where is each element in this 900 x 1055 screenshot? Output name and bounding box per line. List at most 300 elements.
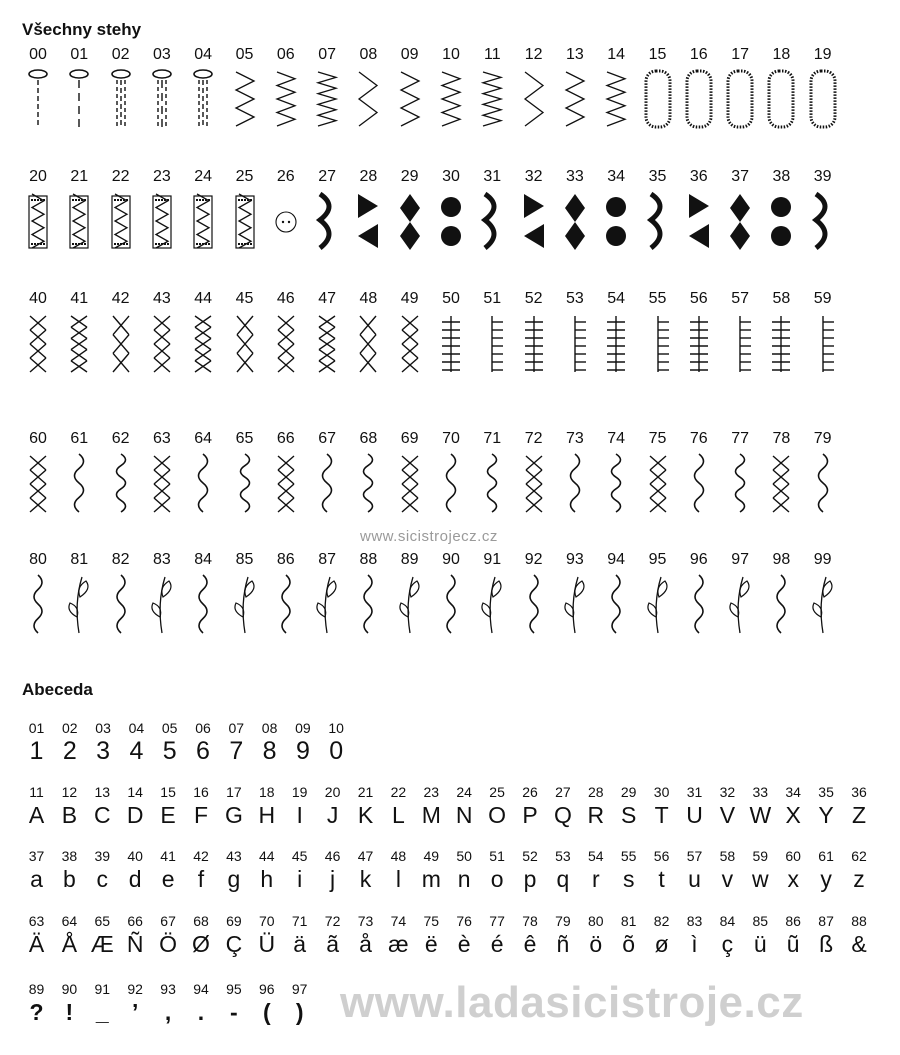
stitch-cell xyxy=(268,46,304,146)
stitch-cell xyxy=(557,168,593,268)
alphabet-cell xyxy=(152,784,185,840)
stitch-number: 52 xyxy=(524,290,543,307)
stitch-cell xyxy=(268,551,304,651)
alphabet-cell xyxy=(53,784,86,840)
char-glyph: e xyxy=(161,866,175,892)
stitch-number: 10 xyxy=(442,46,460,63)
char-number: 58 xyxy=(719,848,736,864)
stitch-pattern-icon xyxy=(23,68,53,130)
alphabet-cell xyxy=(20,913,53,969)
stitch-pattern-icon xyxy=(271,573,301,635)
stitch-cell xyxy=(640,46,676,146)
stitch-number: 98 xyxy=(772,551,791,568)
stitch-cell xyxy=(144,46,180,146)
char-glyph: 4 xyxy=(129,737,144,765)
char-number: 40 xyxy=(127,848,143,864)
char-number: 73 xyxy=(357,913,374,929)
stitch-pattern-icon xyxy=(766,312,796,374)
stitch-pattern-icon xyxy=(395,573,425,635)
stitch-pattern-icon xyxy=(106,573,136,635)
stitch-cell xyxy=(722,46,758,146)
stitch-pattern-icon xyxy=(395,452,425,514)
char-glyph: Å xyxy=(61,931,78,957)
stitch-pattern-icon xyxy=(477,190,507,252)
char-glyph: ! xyxy=(65,999,74,1025)
char-number: 02 xyxy=(62,720,78,736)
stitch-pattern-icon xyxy=(312,68,342,130)
stitch-number: 44 xyxy=(194,290,213,307)
char-number: 69 xyxy=(226,913,242,929)
char-number: 78 xyxy=(522,913,538,929)
stitch-cell xyxy=(309,430,345,530)
char-number: 72 xyxy=(324,913,341,929)
stitch-cell xyxy=(61,290,97,390)
char-glyph: Z xyxy=(851,802,867,828)
char-glyph: Ä xyxy=(28,931,45,957)
char-number: 54 xyxy=(588,848,604,864)
alphabet-cell xyxy=(119,848,152,904)
stitch-pattern-icon xyxy=(477,573,507,635)
stitch-cell xyxy=(681,46,717,146)
char-glyph: z xyxy=(853,866,865,892)
char-number: 43 xyxy=(226,848,242,864)
stitch-number: 85 xyxy=(235,551,254,568)
stitch-cell xyxy=(350,290,386,390)
stitch-cell xyxy=(805,551,841,651)
alphabet-cell xyxy=(20,784,53,840)
stitch-number: 15 xyxy=(648,46,667,63)
stitch-number: 80 xyxy=(29,551,47,568)
stitch-pattern-icon xyxy=(643,68,673,130)
stitch-number: 87 xyxy=(318,551,336,568)
stitch-number: 26 xyxy=(276,168,295,185)
stitch-pattern-icon xyxy=(312,452,342,514)
alphabet-cell xyxy=(187,720,220,776)
stitch-number: 92 xyxy=(524,551,543,568)
stitch-cell xyxy=(144,551,180,651)
stitch-number: 23 xyxy=(152,168,171,185)
stitch-pattern-icon xyxy=(766,452,796,514)
alphabet-cell xyxy=(382,848,415,904)
char-number: 33 xyxy=(752,784,769,800)
stitch-cell xyxy=(640,290,676,390)
stitch-pattern-icon xyxy=(601,190,631,252)
stitch-pattern-icon xyxy=(395,68,425,130)
stitch-cell xyxy=(640,430,676,530)
alphabet-cell xyxy=(185,913,218,969)
stitch-pattern-icon xyxy=(312,312,342,374)
char-glyph: U xyxy=(686,802,703,828)
stitch-pattern-icon xyxy=(188,312,218,374)
char-glyph: 9 xyxy=(295,737,310,765)
alphabet-cell xyxy=(382,913,415,969)
char-number: 88 xyxy=(851,913,867,929)
char-number: 21 xyxy=(357,784,374,800)
stitch-pattern-icon xyxy=(601,452,631,514)
stitch-cell xyxy=(144,430,180,530)
stitch-cell xyxy=(185,46,221,146)
alphabet-cell xyxy=(612,913,645,969)
stitch-cell xyxy=(474,430,510,530)
stitch-pattern-icon xyxy=(684,452,714,514)
stitch-cell xyxy=(61,551,97,651)
alphabet-cell xyxy=(579,913,612,969)
stitch-row xyxy=(20,551,840,651)
stitch-cell xyxy=(474,551,510,651)
stitch-cell xyxy=(722,168,758,268)
alphabet-cell xyxy=(711,848,744,904)
char-number: 64 xyxy=(61,913,78,929)
char-number: 12 xyxy=(61,784,78,800)
stitch-cell xyxy=(268,430,304,530)
stitch-pattern-icon xyxy=(64,312,94,374)
stitch-cell xyxy=(185,290,221,390)
char-glyph: h xyxy=(260,866,274,892)
stitch-cell xyxy=(681,430,717,530)
stitch-number: 99 xyxy=(813,551,832,568)
char-number: 20 xyxy=(324,784,341,800)
char-number: 29 xyxy=(620,784,637,800)
stitch-pattern-icon xyxy=(808,68,838,130)
stitch-pattern-icon xyxy=(106,68,136,130)
char-glyph: r xyxy=(591,866,600,892)
alphabet-cell xyxy=(514,848,547,904)
stitch-cell xyxy=(763,168,799,268)
char-glyph: P xyxy=(522,802,538,828)
alphabet-cell xyxy=(612,848,645,904)
stitch-pattern-icon xyxy=(353,190,383,252)
stitch-pattern-icon xyxy=(436,190,466,252)
alphabet-cell xyxy=(152,913,185,969)
char-number: 70 xyxy=(259,913,275,929)
char-number: 71 xyxy=(291,913,308,929)
stitch-cell xyxy=(433,46,469,146)
stitch-cell xyxy=(557,46,593,146)
alphabet-cell xyxy=(481,913,514,969)
stitch-number: 08 xyxy=(359,46,378,63)
stitch-cell xyxy=(20,290,56,390)
stitch-number: 56 xyxy=(689,290,708,307)
char-number: 79 xyxy=(555,913,571,929)
stitch-pattern-icon xyxy=(766,68,796,130)
stitch-number: 13 xyxy=(565,46,584,63)
alphabet-cell xyxy=(119,784,152,840)
alphabet-cell xyxy=(86,913,119,969)
watermark-large: www.ladasicistroje.cz xyxy=(340,978,804,1027)
alphabet-cell xyxy=(185,981,218,1037)
char-number: 81 xyxy=(620,913,637,929)
stitch-number: 30 xyxy=(442,168,460,185)
char-number: 39 xyxy=(94,848,111,864)
stitch-cell xyxy=(474,290,510,390)
char-number: 93 xyxy=(160,981,176,997)
char-number: 74 xyxy=(390,913,407,929)
stitch-cell xyxy=(805,290,841,390)
char-number: 30 xyxy=(653,784,670,800)
stitch-number: 19 xyxy=(813,46,832,63)
char-number: 18 xyxy=(259,784,275,800)
alphabet-cell xyxy=(645,848,678,904)
char-number: 19 xyxy=(291,784,308,800)
stitch-number: 86 xyxy=(276,551,295,568)
char-glyph: 8 xyxy=(262,737,277,765)
alphabet-cell xyxy=(349,784,382,840)
char-glyph: ß xyxy=(819,931,834,957)
alphabet-cell xyxy=(316,913,349,969)
char-glyph: Y xyxy=(818,802,834,828)
char-number: 50 xyxy=(456,848,472,864)
stitch-number: 38 xyxy=(772,168,791,185)
char-number: 32 xyxy=(719,784,736,800)
stitch-pattern-icon xyxy=(601,312,631,374)
alphabet-cell xyxy=(678,784,711,840)
stitch-number: 81 xyxy=(70,551,89,568)
stitch-cell xyxy=(350,430,386,530)
char-glyph: 5 xyxy=(162,737,177,765)
char-number: 86 xyxy=(785,913,801,929)
char-glyph: y xyxy=(820,866,832,892)
stitch-pattern-icon xyxy=(436,573,466,635)
stitch-pattern-icon xyxy=(519,68,549,130)
char-glyph: è xyxy=(457,931,471,957)
alphabet-cell xyxy=(448,784,481,840)
stitch-pattern-icon xyxy=(271,452,301,514)
stitch-pattern-icon xyxy=(230,573,260,635)
char-glyph: ü xyxy=(753,931,767,957)
stitch-pattern-icon xyxy=(519,452,549,514)
stitch-pattern-icon xyxy=(106,190,136,252)
stitch-number: 04 xyxy=(194,46,213,63)
char-number: 97 xyxy=(291,981,308,997)
char-number: 83 xyxy=(686,913,703,929)
stitch-pattern-icon xyxy=(188,190,218,252)
stitch-cell xyxy=(598,46,634,146)
alphabet-cell xyxy=(20,720,53,776)
char-number: 75 xyxy=(423,913,440,929)
char-glyph: L xyxy=(391,802,405,828)
char-number: 05 xyxy=(161,720,178,736)
char-glyph: E xyxy=(160,802,176,828)
alphabet-cell xyxy=(415,913,448,969)
char-glyph: u xyxy=(688,866,701,892)
stitch-cell xyxy=(392,46,428,146)
char-glyph: . xyxy=(197,999,205,1025)
stitch-number: 22 xyxy=(111,168,130,185)
stitch-pattern-icon xyxy=(23,312,53,374)
alphabet-heading: Abeceda xyxy=(22,680,93,699)
stitch-number: 03 xyxy=(152,46,171,63)
stitch-cell xyxy=(557,551,593,651)
stitch-number: 49 xyxy=(400,290,419,307)
char-number: 09 xyxy=(295,720,311,736)
alphabet-cell xyxy=(481,784,514,840)
char-number: 92 xyxy=(127,981,143,997)
char-glyph: _ xyxy=(95,999,109,1025)
stitch-pattern-icon xyxy=(23,573,53,635)
stitch-pattern-icon xyxy=(643,452,673,514)
char-number: 52 xyxy=(522,848,538,864)
char-glyph: v xyxy=(721,866,734,892)
char-glyph: K xyxy=(357,802,374,828)
alphabet-cell xyxy=(217,848,250,904)
alphabet-cell xyxy=(744,848,777,904)
alphabet-row xyxy=(20,720,890,776)
stitch-number: 57 xyxy=(731,290,749,307)
char-glyph: ë xyxy=(424,931,438,957)
char-glyph: G xyxy=(224,802,243,828)
stitch-number: 70 xyxy=(442,430,460,447)
char-number: 60 xyxy=(785,848,801,864)
alphabet-cell xyxy=(250,784,283,840)
alphabet-cell xyxy=(283,848,316,904)
stitch-number: 51 xyxy=(483,290,502,307)
char-glyph: ? xyxy=(29,999,44,1025)
char-number: 76 xyxy=(456,913,472,929)
alphabet-cell xyxy=(152,981,185,1037)
alphabet-cell xyxy=(546,848,579,904)
char-number: 06 xyxy=(195,720,211,736)
stitch-cell xyxy=(722,430,758,530)
stitch-pattern-icon xyxy=(560,573,590,635)
alphabet-cell xyxy=(711,784,744,840)
stitch-number: 42 xyxy=(111,290,130,307)
stitch-row xyxy=(20,290,840,390)
stitch-number: 63 xyxy=(152,430,171,447)
alphabet-cell xyxy=(53,720,86,776)
alphabet-cell xyxy=(283,784,316,840)
stitch-cell xyxy=(103,290,139,390)
alphabet-cell xyxy=(86,784,119,840)
char-number: 26 xyxy=(522,784,538,800)
char-glyph: I xyxy=(296,802,303,828)
char-number: 51 xyxy=(489,848,505,864)
alphabet-cell xyxy=(678,913,711,969)
stitch-pattern-icon xyxy=(436,452,466,514)
stitch-pattern-icon xyxy=(147,312,177,374)
char-glyph: 1 xyxy=(29,737,44,765)
stitch-pattern-icon xyxy=(106,312,136,374)
stitch-cell xyxy=(433,430,469,530)
char-glyph: A xyxy=(28,802,45,828)
stitch-cell xyxy=(557,290,593,390)
stitch-pattern-icon xyxy=(271,68,301,130)
stitch-number: 21 xyxy=(70,168,89,185)
stitch-pattern-icon xyxy=(312,573,342,635)
stitch-pattern-icon xyxy=(725,573,755,635)
stitch-number: 65 xyxy=(235,430,254,447)
stitch-cell xyxy=(763,290,799,390)
stitch-pattern-icon xyxy=(725,190,755,252)
char-glyph: ũ xyxy=(786,931,800,957)
stitch-number: 61 xyxy=(70,430,89,447)
char-glyph: g xyxy=(227,866,241,892)
watermark-small: www.sicistrojecz.cz xyxy=(360,528,498,545)
alphabet-cell xyxy=(645,784,678,840)
stitch-number: 37 xyxy=(731,168,749,185)
char-glyph: i xyxy=(297,866,303,892)
stitch-pattern-icon xyxy=(23,452,53,514)
stitch-cell xyxy=(227,290,263,390)
char-number: 38 xyxy=(61,848,78,864)
char-number: 44 xyxy=(259,848,275,864)
stitch-number: 39 xyxy=(813,168,832,185)
alphabet-cell xyxy=(253,720,286,776)
stitch-number: 58 xyxy=(772,290,791,307)
alphabet-cell xyxy=(316,848,349,904)
stitch-number: 75 xyxy=(648,430,667,447)
char-glyph: c xyxy=(96,866,109,892)
stitch-pattern-icon xyxy=(808,190,838,252)
stitch-cell xyxy=(681,290,717,390)
stitch-cell xyxy=(61,430,97,530)
char-glyph: q xyxy=(556,866,570,892)
stitch-cell xyxy=(185,430,221,530)
stitch-pattern-icon xyxy=(395,190,425,252)
char-number: 25 xyxy=(489,784,505,800)
alphabet-cell xyxy=(185,848,218,904)
alphabet-cell xyxy=(87,720,120,776)
char-glyph: T xyxy=(654,802,669,828)
stitch-cell xyxy=(20,46,56,146)
stitch-pattern-icon xyxy=(808,312,838,374)
stitch-cell xyxy=(20,551,56,651)
char-number: 01 xyxy=(28,720,45,736)
stitch-number: 59 xyxy=(813,290,832,307)
char-glyph: ’ xyxy=(131,999,139,1025)
char-number: 66 xyxy=(127,913,143,929)
stitch-row xyxy=(20,168,840,268)
stitch-number: 12 xyxy=(524,46,543,63)
stitch-pattern-icon xyxy=(560,312,590,374)
stitch-number: 67 xyxy=(318,430,336,447)
stitch-number: 25 xyxy=(235,168,254,185)
char-number: 16 xyxy=(193,784,209,800)
char-glyph: å xyxy=(359,931,372,957)
stitch-cell xyxy=(309,46,345,146)
char-glyph: b xyxy=(62,866,76,892)
alphabet-cell xyxy=(250,981,283,1037)
char-number: 67 xyxy=(160,913,176,929)
stitch-pattern-icon xyxy=(353,452,383,514)
alphabet-cell xyxy=(777,784,810,840)
char-glyph: ñ xyxy=(556,931,570,957)
stitch-pattern-icon xyxy=(601,573,631,635)
char-number: 96 xyxy=(259,981,275,997)
stitch-pattern-icon xyxy=(477,312,507,374)
char-glyph: 2 xyxy=(62,737,77,765)
char-glyph: ì xyxy=(691,931,698,957)
char-glyph: é xyxy=(490,931,504,957)
stitch-number: 28 xyxy=(359,168,378,185)
alphabet-cell xyxy=(153,720,186,776)
char-number: 45 xyxy=(291,848,308,864)
stitch-cell xyxy=(103,551,139,651)
char-glyph: æ xyxy=(388,931,409,957)
char-number: 34 xyxy=(785,784,801,800)
char-glyph: p xyxy=(523,866,537,892)
char-glyph: o xyxy=(490,866,504,892)
char-number: 10 xyxy=(328,720,344,736)
char-glyph: ã xyxy=(326,931,339,957)
stitch-pattern-icon xyxy=(64,452,94,514)
stitch-pattern-icon xyxy=(436,312,466,374)
stitches-heading: Všechny stehy xyxy=(22,20,142,39)
alphabet-cell xyxy=(514,784,547,840)
stitch-pattern-icon xyxy=(725,452,755,514)
alphabet-row xyxy=(20,784,890,840)
char-number: 53 xyxy=(555,848,571,864)
char-glyph: t xyxy=(658,866,665,892)
